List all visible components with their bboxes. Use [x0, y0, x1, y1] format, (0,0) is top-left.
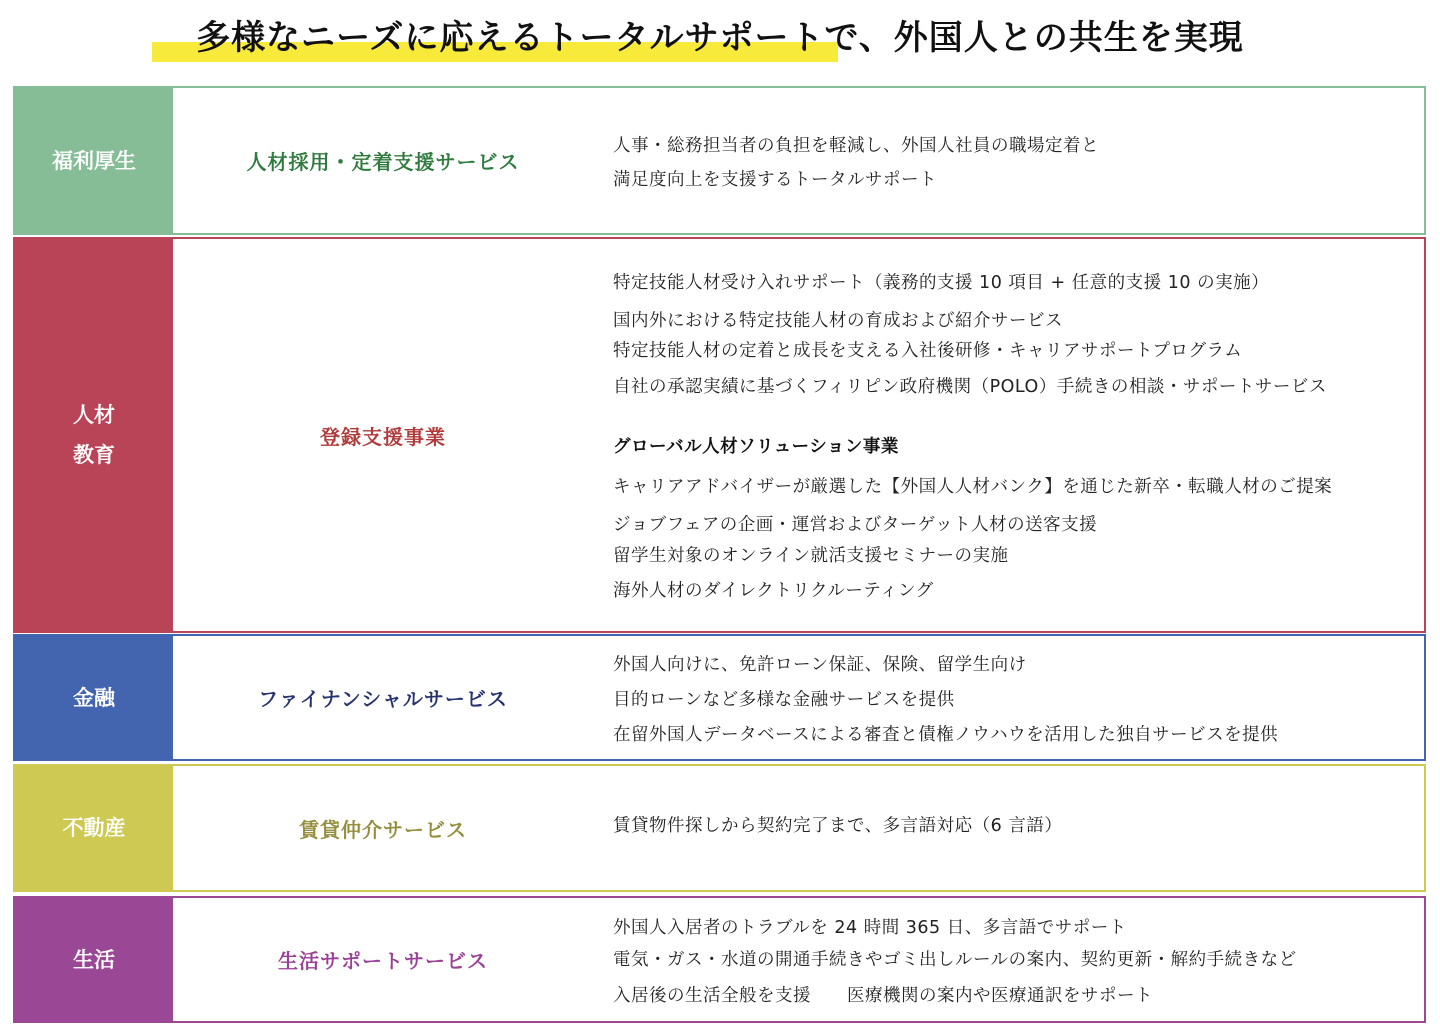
description-line: 特定技能人材受け入れサポート（義務的支援 10 項目 + 任意的支援 10 の実施）: [613, 273, 1270, 293]
description-line: 目的ローンなど多様な金融サービスを提供: [613, 690, 955, 710]
description-line: キャリアアドバイザーが厳選した【外国人人材バンク】を通じた新卒・転職人材のご提案: [613, 477, 1333, 497]
category-label: 福利厚生: [15, 88, 173, 233]
service-name: 人材採用・定着支援サービス: [246, 150, 520, 174]
category-label: 人材 教育: [15, 239, 173, 631]
description-line: 満足度向上を支援するトータルサポート: [613, 170, 937, 190]
row-welfare: [13, 86, 1426, 235]
description-line: 自社の承認実績に基づくフィリピン政府機関（POLO）手続きの相談・サポートサービス: [613, 377, 1327, 397]
service-name: ファイナンシャルサービス: [258, 687, 508, 711]
row-real-estate: [13, 764, 1426, 892]
description-line: 留学生対象のオンライン就活支援セミナーの実施: [613, 546, 1009, 566]
description-line: 外国人入居者のトラブルを 24 時間 365 日、多言語でサポート: [613, 918, 1127, 938]
description-line: 賃貸物件探しから契約完了まで、多言語対応（6 言語）: [613, 816, 1063, 836]
service-name: 賃貸仲介サービス: [299, 817, 467, 842]
description-line: 人事・総務担当者の負担を軽減し、外国人社員の職場定着と: [613, 136, 1099, 156]
description-line: 特定技能人材の定着と成長を支える入社後研修・キャリアサポートプログラム: [613, 341, 1243, 361]
description-line: 入居後の生活全般を支援 医療機関の案内や医療通訳をサポート: [613, 986, 1153, 1006]
description-subheading: グローバル人材ソリューション事業: [613, 437, 899, 457]
row-hr-education: [13, 237, 1426, 633]
row-living: [13, 896, 1426, 1023]
service-name: 登録支援事業: [320, 424, 446, 449]
description-line: 海外人材のダイレクトリクルーティング: [613, 581, 934, 601]
row-finance: [13, 634, 1426, 761]
category-label: 不動産: [15, 766, 173, 890]
description-line: 外国人向けに、免許ローン保証、保険、留学生向け: [613, 655, 1027, 675]
page-header: [0, 14, 1440, 64]
service-name: 生活サポートサービス: [278, 949, 488, 973]
description-line: 在留外国人データベースによる審査と債権ノウハウを活用した独自サービスを提供: [613, 725, 1279, 745]
page-title: 多様なニーズに応えるトータルサポートで、外国人との共生を実現: [196, 18, 1244, 58]
category-label: 生活: [15, 898, 173, 1021]
description-line: ジョブフェアの企画・運営およびターゲット人材の送客支援: [613, 515, 1098, 535]
description-line: 電気・ガス・水道の開通手続きやゴミ出しルールの案内、契約更新・解約手続きなど: [613, 950, 1297, 970]
category-label: 金融: [15, 636, 173, 759]
description-line: 国内外における特定技能人材の育成および紹介サービス: [613, 311, 1063, 331]
